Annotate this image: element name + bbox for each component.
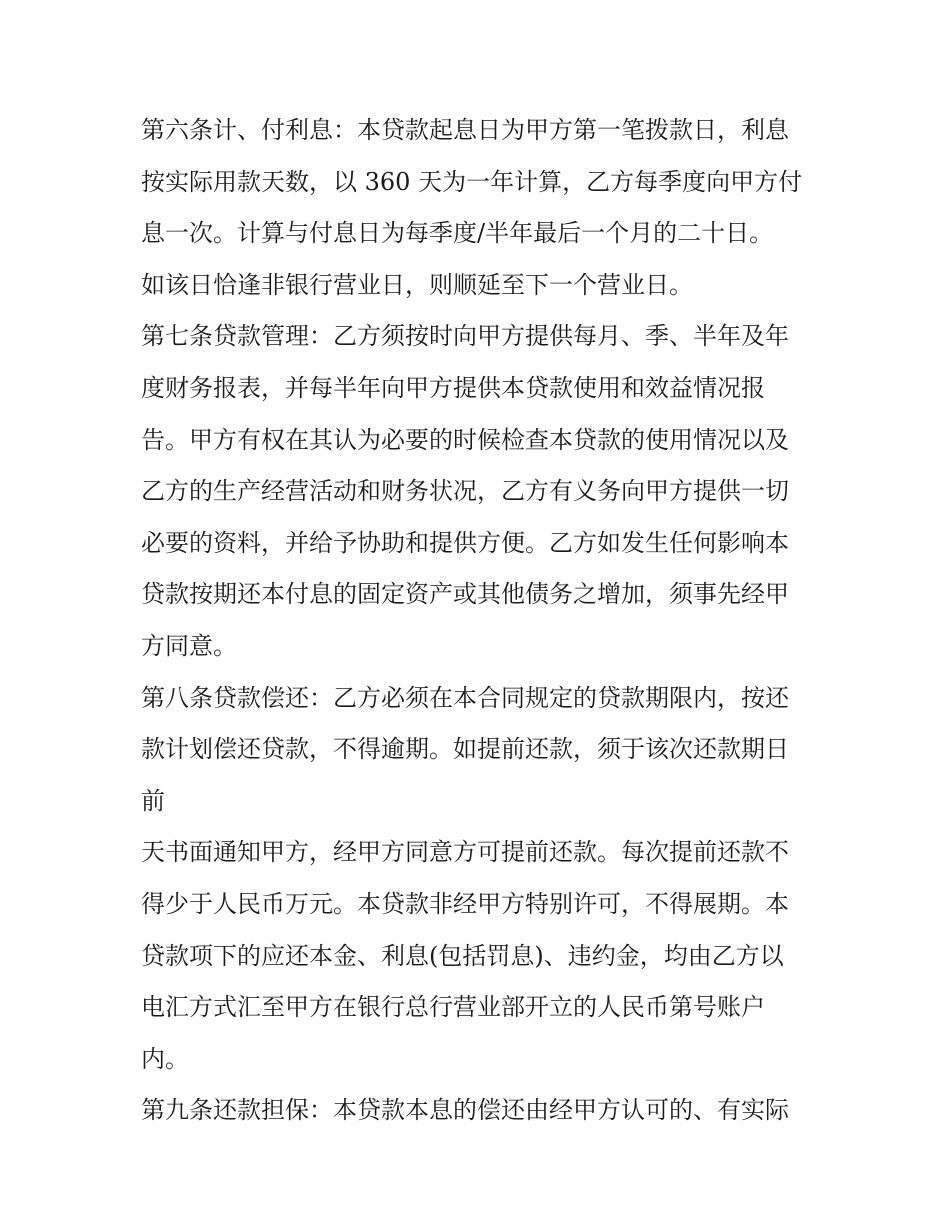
- text-line: 第六条计、付利息：本贷款起息日为甲方第一笔拨款日，利息: [141, 116, 789, 144]
- text-line: 按实际用款天数，以 360 天为一年计算，乙方每季度向甲方付: [141, 167, 803, 196]
- text-line: 第八条贷款偿还：乙方必须在本合同规定的贷款期限内，按还: [141, 683, 789, 712]
- text-line: 息一次。计算与付息日为每季度/半年最后一个月的二十日。: [141, 219, 774, 248]
- text-line: 贷款按期还本付息的固定资产或其他债务之增加，须事先经甲: [141, 580, 789, 609]
- text-line: 告。甲方有权在其认为必要的时候检查本贷款的使用情况以及: [141, 425, 789, 454]
- text-line: 电汇方式汇至甲方在银行总行营业部开立的人民币第号账户: [141, 993, 765, 1022]
- text-line: 内。: [141, 1044, 189, 1073]
- text-line: 得少于人民币万元。本贷款非经甲方特别许可，不得展期。本: [141, 889, 789, 918]
- contract-text-block: [141, 108, 821, 1140]
- text-line: 必要的资料，并给予协助和提供方便。乙方如发生任何影响本: [141, 528, 789, 557]
- text-line: 乙方的生产经营活动和财务状况，乙方有义务向甲方提供一切: [141, 477, 789, 506]
- text-line: 第九条还款担保：本贷款本息的偿还由经甲方认可的、有实际: [141, 1096, 789, 1125]
- text-line: 前: [141, 786, 165, 815]
- text-line: 第七条贷款管理：乙方须按时向甲方提供每月、季、半年及年: [141, 322, 789, 351]
- text-line: 方同意。: [141, 631, 237, 660]
- text-line: 天书面通知甲方，经甲方同意方可提前还款。每次提前还款不: [141, 838, 789, 867]
- text-line: 度财务报表，并每半年向甲方提供本贷款使用和效益情况报: [141, 373, 765, 402]
- text-line: 款计划偿还贷款，不得逾期。如提前还款，须于该次还款期日: [141, 735, 789, 764]
- text-line: 贷款项下的应还本金、利息(包括罚息)、违约金，均由乙方以: [141, 941, 784, 970]
- text-line: 如该日恰逢非银行营业日，则顺延至下一个营业日。: [141, 270, 693, 299]
